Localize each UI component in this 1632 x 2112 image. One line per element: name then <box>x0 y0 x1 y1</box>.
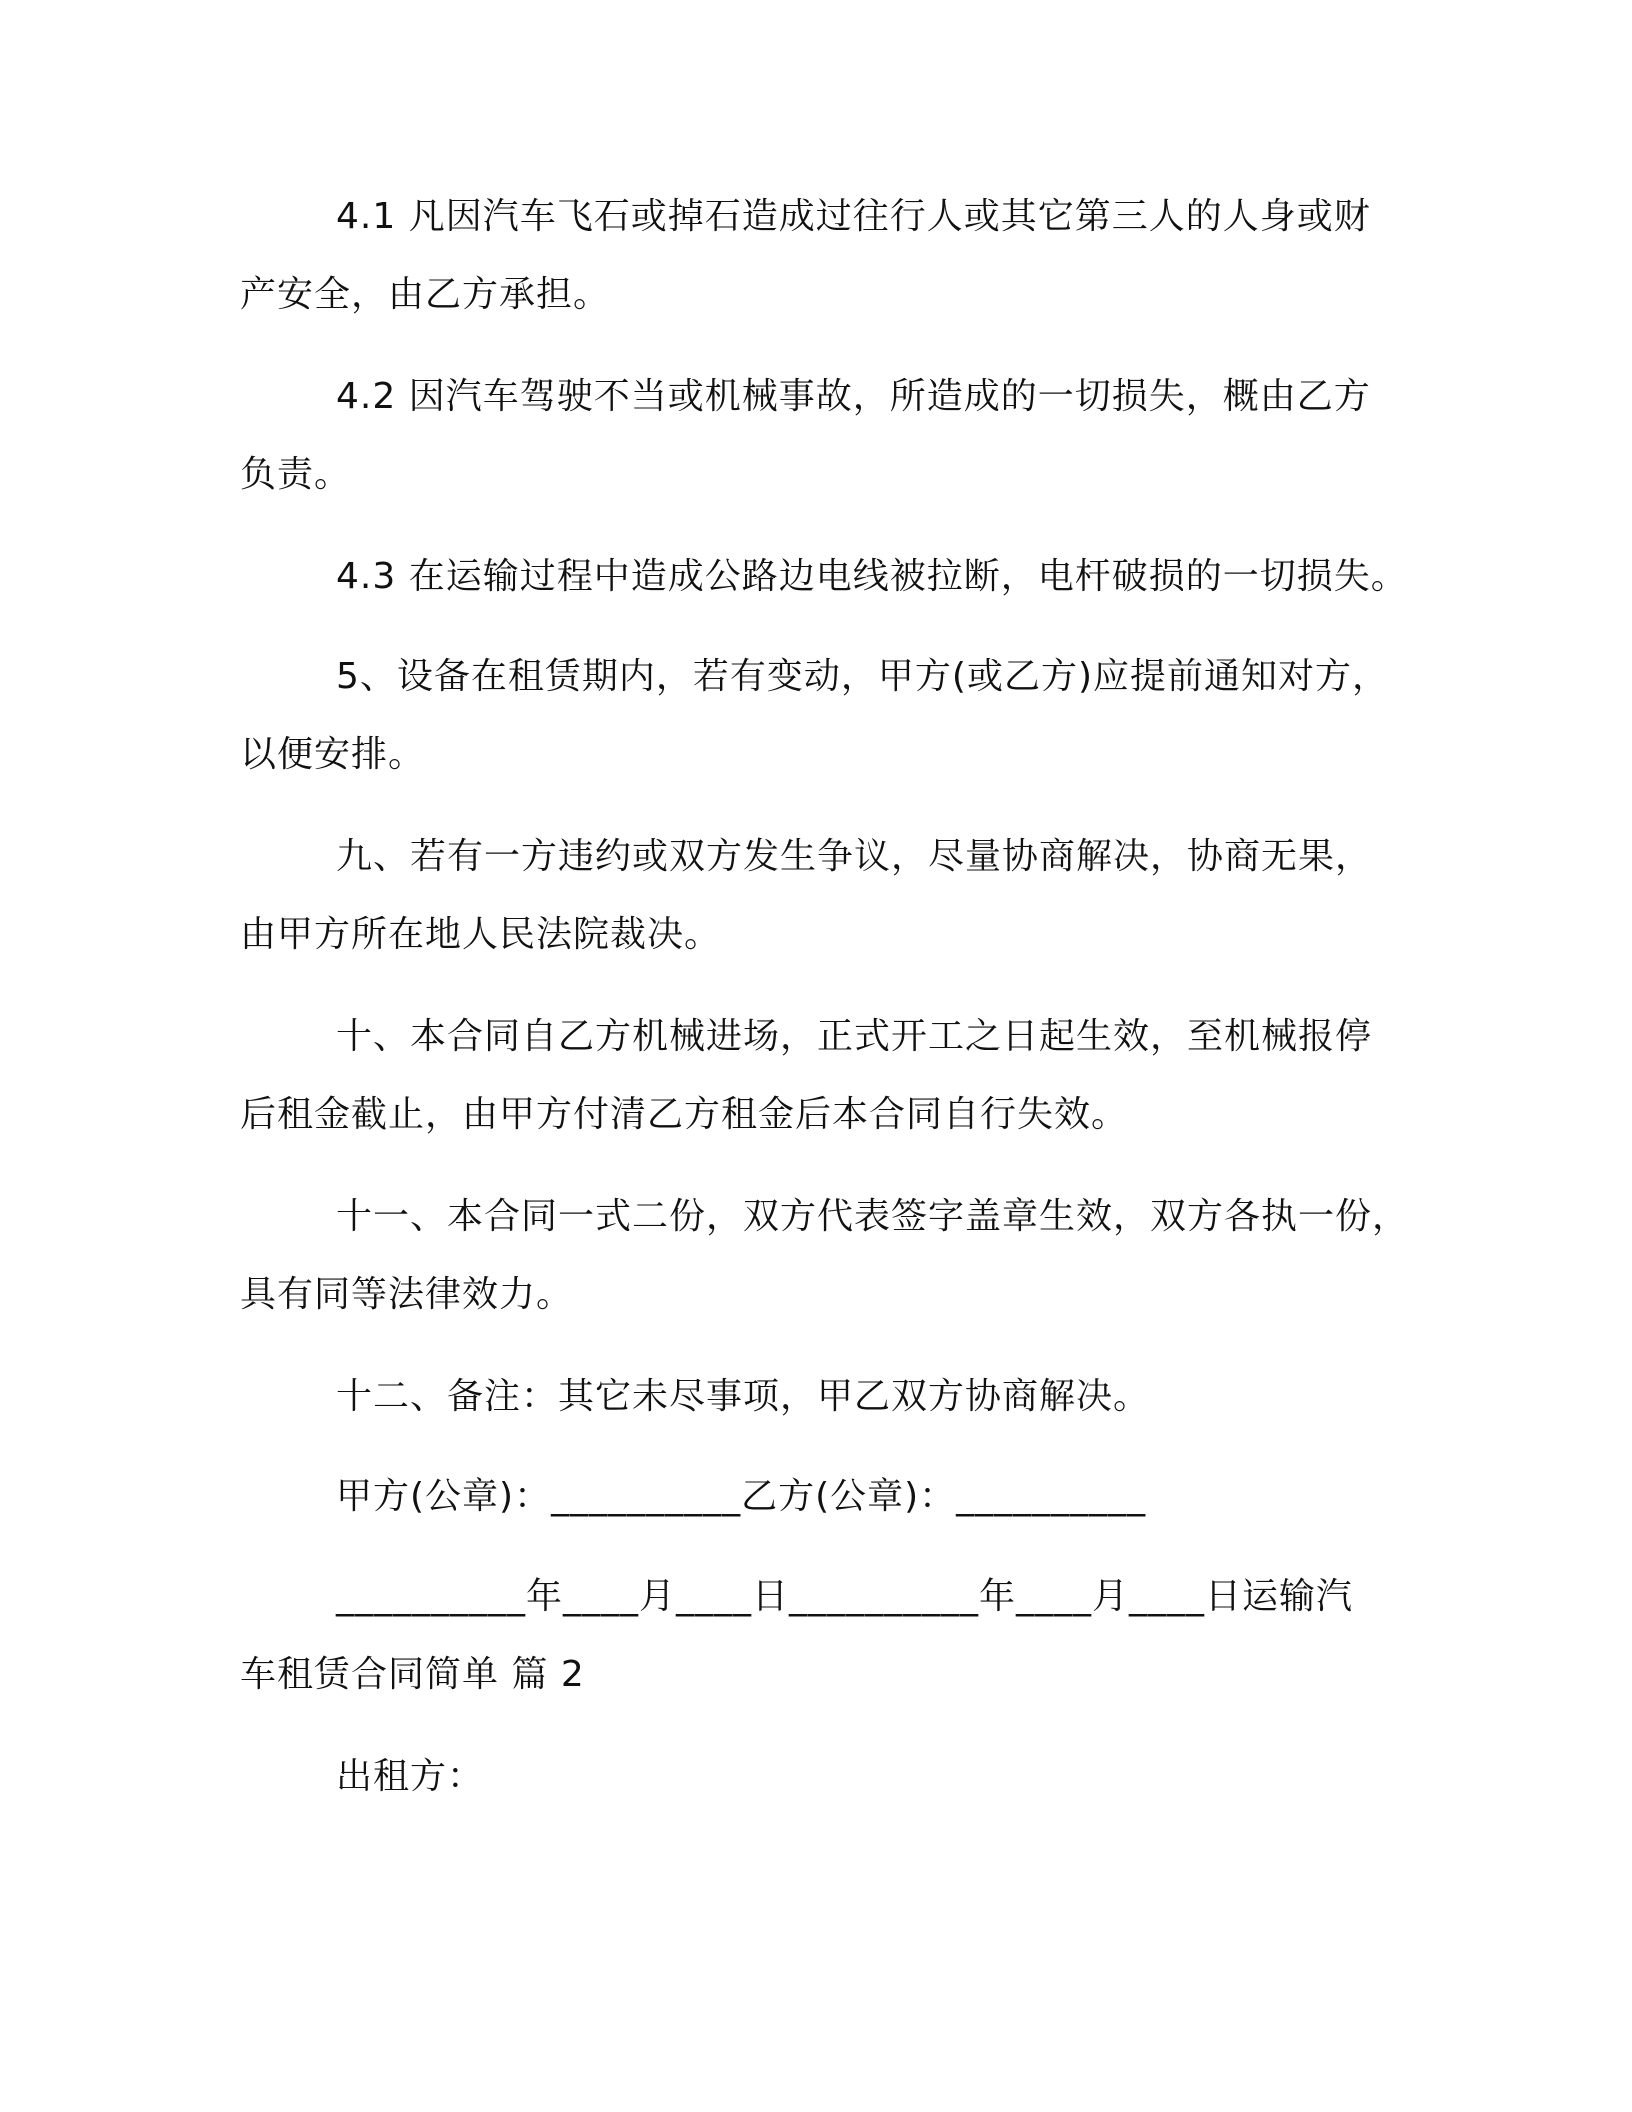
clause-4-3 <box>240 538 1408 616</box>
clause-4-2-line-1: 4.2 因汽车驾驶不当或机械事故，所造成的一切损失，概由乙方 <box>336 376 1371 417</box>
clause-5-line-1: 5、设备在租赁期内，若有变动，甲方(或乙方)应提前通知对方， <box>336 656 1389 697</box>
section-heading-2: 车租赁合同简单 篇 2 <box>240 1654 585 1695</box>
clause-4-1-line-2: 产安全，由乙方承担。 <box>240 274 611 315</box>
clause-10-line-1: 十、本合同自乙方机械进场，正式开工之日起生效，至机械报停 <box>336 1016 1373 1057</box>
clause-11 <box>240 1178 1410 1334</box>
clause-4-2 <box>240 358 1400 514</box>
lessor-label-text: 出租方： <box>336 1756 485 1797</box>
clause-11-line-2: 具有同等法律效力。 <box>240 1274 574 1315</box>
clause-11-line-1: 十一、本合同一式二份，双方代表签字盖章生效，双方各执一份， <box>336 1196 1410 1237</box>
clause-10 <box>240 998 1400 1154</box>
clause-4-1 <box>240 178 1400 334</box>
clause-5 <box>240 638 1400 794</box>
clause-10-line-2: 后租金截止，由甲方付清乙方租金后本合同自行失效。 <box>240 1094 1129 1135</box>
clause-12-line-1: 十二、备注：其它未尽事项，甲乙双方协商解决。 <box>336 1376 1151 1417</box>
signature-line <box>240 1458 1400 1536</box>
clause-9-line-1: 九、若有一方违约或双方发生争议，尽量协商解决，协商无果， <box>336 836 1373 877</box>
date-and-heading <box>240 1558 1400 1714</box>
clause-9 <box>240 818 1400 974</box>
clause-12 <box>240 1358 1400 1436</box>
signature-line-text: 甲方(公章)：__________乙方(公章)：__________ <box>336 1476 1147 1517</box>
date-line: __________年____月____日__________年____月____日运输汽 <box>336 1576 1354 1617</box>
clause-5-line-2: 以便安排。 <box>240 734 426 775</box>
clause-4-3-line-1: 4.3 在运输过程中造成公路边电线被拉断，电杆破损的一切损失。 <box>336 556 1408 597</box>
clause-4-1-line-1: 4.1 凡因汽车飞石或掉石造成过往行人或其它第三人的人身或财 <box>336 196 1371 237</box>
clause-9-line-2: 由甲方所在地人民法院裁决。 <box>240 914 722 955</box>
lessor-label <box>240 1738 1400 1816</box>
clause-4-2-line-2: 负责。 <box>240 454 352 495</box>
